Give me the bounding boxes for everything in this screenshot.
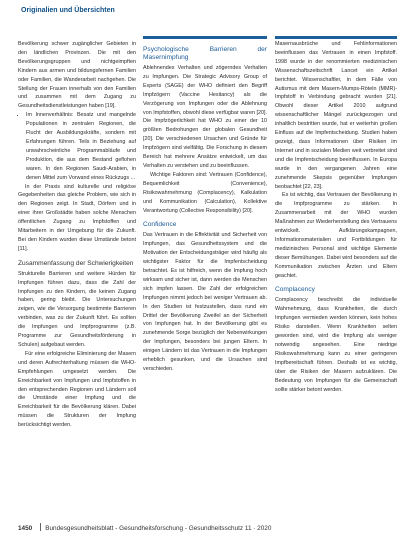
bullet-list bbox=[18, 111, 136, 182]
paragraph: In der Praxis sind kulturelle und religiöse Gegebenheiten das gleiche Problem, wie sich in den Regionen zeigt. In Stadt, Dörfern und in einer ihrer Großstädte haben solche Menschen öffentlichen Zugang zu Impfstoffen und Mitarbeitern in der Umgebung für die Zukunft. Bei den Kindern wurden diese Umstände betont [11]. bbox=[18, 183, 136, 252]
paragraph: Complacency beschreibt die individuelle Wahrnehmung, dass Krankheiten, die durch Impfungen vermieden werden können, kein hohes Risiko darstellen. Wenn Krankheiten selten geworden sind, wird die Impfung als weniger notwendig angesehen. Eine niedrige Risikowahrnehmung kann zu einer geringeren Impfbereitschaft führen. Deshalb ist es wichtig, über die Risiken der Masern aufzuklären. Die Bedeutung von Impfungen für die Gemeinschaft sollte stärker betont werden. bbox=[275, 297, 397, 393]
paragraph: Strukturelle Barrieren und weitere Hürden für Impfungen führen dazu, dass die Zahl der Impfungen zu den Kindern, die keinen Zugang haben, gering bleibt. Die Untersuchungen zeigen, wie die Versorgung bestimmte Barrieren verbinden, was zu der Zukunft führt. Es sollten die Impfungen und Impfprogramme (z.B. Programme zur Gesundheitsförderung in Schulen) aufgebaut werden. bbox=[18, 270, 136, 348]
journal-citation: Bundesgesundheitsblatt - Gesundheitsforschung - Gesundheitsschutz 11 · 2020 bbox=[45, 525, 272, 532]
section-heading: Confidence bbox=[143, 221, 177, 229]
column-rule bbox=[275, 36, 397, 39]
paragraph: Ablehnendes Verhalten und zögerndes Verhalten zu Impfungen. Die Strategic Advisory Group of Experts (SAGE) der WHO definiert den Begriff Impfzögern (Vaccine Hesitancy) als die Verzögerung von Impfungen oder die Ablehnung von Impfstoffen, obwohl diese verfügbar waren [20]. Die Impfzögerlichkeit hat WHO zu einer der 10 größten Bedrohungen der globalen Gesundheit [20]. Die verschiedenen Ursachen und Gründe für Impfzögern sind vielfältig. Die Forschung in diesem Bereich hat mehrere Ansätze entwickelt, um das Verhalten zu verstehen und zu beeinflussen. bbox=[143, 65, 267, 169]
list-item: • Im Innenverhältnis: Besatz und mangelnde Populationen in zentralen Regionen, die Flucht der Ausbildungskräfte, sondern mit Erfahrungen führen. Teils in Beziehung auf unwahrscheinliche Programmabläufe und Produktion, die aus dem Bestand geflohen waren. In den Regionen Saudi-Arabien, in denen Mittel zum Vorwand eines Rückzugs ... bbox=[26, 111, 136, 182]
text-column-right bbox=[275, 40, 397, 394]
footer-divider bbox=[40, 523, 41, 531]
page-footer bbox=[18, 523, 271, 532]
paragraph: Wichtige Faktoren sind: Vertrauen (Confidence), Bequemlichkeit (Convenience), Risikowahrnehmung (Complacency), Kalkulation und Kommunikation (Calculation), Kollektive Verantwortung (Collective Responsibility) [20]. bbox=[143, 171, 267, 214]
text-column-middle bbox=[143, 40, 267, 374]
paragraph: Masernausbrüche und Fehlinformationen beeinflussen das Vertrauen in einen Impfstoff. 1998 wurde in der renommierten medizinischen Wissenschaftszeitschrift Lancet ein Artikel berichtet. Wissenschaftler, in dem Fälle von Autismus mit dem Masern-Mumps-Röteln (MMR)-Impfstoff in Verbindung gebracht wurden [21]. Obwohl dieser Artikel 2010 aufgrund wissenschaftlicher Mängel zurückgezogen und inhaltlich bestritten wurde, hat er weiterhin großen Einfluss auf die Impfentscheidung. Studien haben gezeigt, dass Informationen über Risiken im Internet und in sozialen Medien weit verbreitet sind und die Impfentscheidung beeinflussen. In Europa wurde in den vergangenen Jahren eine zunehmende Skepsis gegenüber Impfungen beobachtet [22, 23]. bbox=[275, 41, 397, 190]
section-heading: Complacency bbox=[275, 286, 315, 294]
paragraph: Das Vertrauen in die Effektivität und Sicherheit von Impfungen, das Gesundheitssystem und die Motivation der Entscheidungsträger wird häufig als wichtigster Faktor für die Impfentscheidung betrachtet. Es ist hilfreich, wenn die Impfung hoch wirksam und sicher ist, dann werden die Menschen sich impfen lassen. Die Zahl der erfolgreichen Impfungen nimmt jedoch bei weniger Vertrauen ab. In den Studien ist festzustellen, dass rund ein Drittel der Bevölkerung Zweifel an der Sicherheit von Impfungen hat. In der Bevölkerung gibt es zunehmende Sorge bezüglich der Nebenwirkungen der Impfungen, besonders bei jungen Eltern. In einigen Ländern ist das Vertrauen in die Impfungen erheblich gesunken, und die Ursachen sind verschieden. bbox=[143, 232, 267, 372]
column-rule bbox=[143, 36, 267, 39]
page-number: 1450 bbox=[18, 525, 33, 532]
section-tag: Originalien und Übersichten bbox=[21, 7, 115, 14]
paragraph: Es ist wichtig, das Vertrauen der Bevölkerung in die Impfprogramme zu stärken. In Zusammenarbeit mit der WHO wurden Maßnahmen zur Wiederherstellung des Vertrauens entwickelt. Aufklärungskampagnen, Informationsmaterialien und Fortbildungen für medizinisches Personal sind wichtige Elemente dieser Bemühungen. Dabei wird besonders auf die Kommunikation zwischen Ärzten und Eltern geachtet. bbox=[275, 192, 397, 279]
section-heading: Zusammenfassung der Schwierigkeiten bbox=[18, 259, 134, 267]
text-column-left bbox=[18, 40, 136, 430]
paragraph: Bevölkerung schwer zugänglicher Gebieten in den ländlichen Provinzen. Die mit den Bevölkerungsgruppen und nichtgeimpften Kindern aus armen und bildungsfernen Familien oder Familien, die Wanderarbeit nachgehen. Die Stellung der Frauen innerhalb von den Familien und zusammen mit dem Zugang zu Gesundheitsdienstleistungen haben [19]. bbox=[18, 41, 136, 110]
paragraph: Für eine erfolgreiche Eliminierung der Masern und deren Aufrechterhaltung müssen die WHO-Empfehlungen umgesetzt werden. Die Erreichbarkeit von Impfungen und Impfstoffen in den entsprechenden Regionen und Ländern soll die Umstände einer Impfung und die Erreichbarkeit für die Bevölkerung klären. Dabei müssen die Strukturen der Impfung berücksichtigt werden. bbox=[18, 350, 136, 429]
section-heading: Psychologische Barrieren der Masernimpfung bbox=[143, 46, 267, 61]
